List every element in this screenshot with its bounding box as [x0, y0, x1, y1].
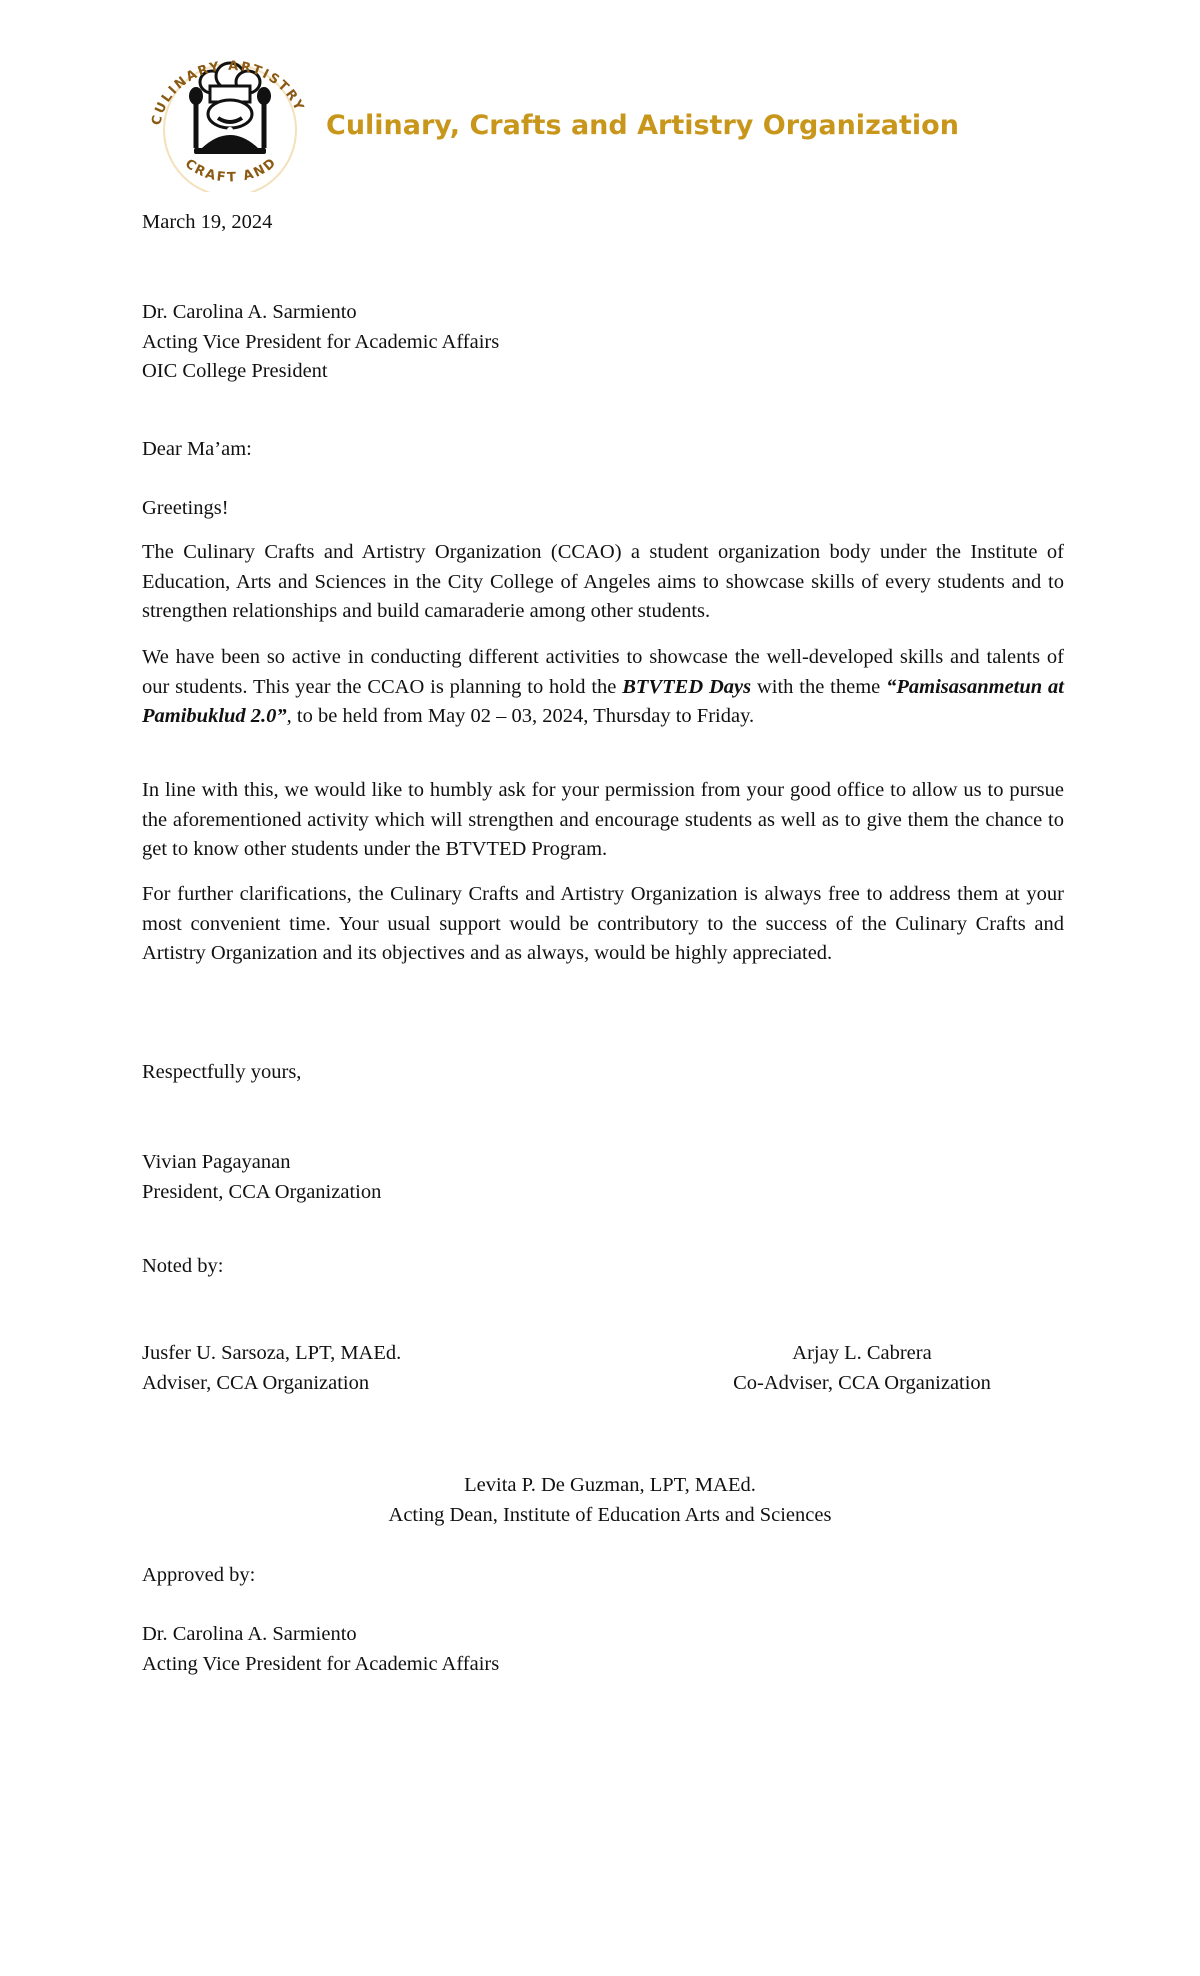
organization-name: Culinary, Crafts and Artistry Organization: [326, 110, 959, 141]
sender-title: President, CCA Organization: [142, 1180, 382, 1203]
dean-name: Levita P. De Guzman, LPT, MAEd.: [464, 1474, 756, 1496]
approver-block: [142, 1620, 499, 1679]
sender-name: Vivian Pagayanan: [142, 1151, 291, 1173]
logo-text-bottom: CRAFT AND: [181, 154, 281, 186]
recipient-block: [142, 298, 499, 387]
approved-by-label: Approved by:: [142, 1564, 256, 1586]
paragraph-2-text-c: , to be held from May 02 – 03, 2024, Thursday to Friday.: [286, 705, 755, 727]
event-theme: “Pamisasanmetun at Pamibuklud 2.0”: [142, 675, 1064, 727]
adviser-block: [142, 1339, 401, 1398]
salutation: Dear Ma’am:: [142, 438, 252, 460]
paragraph-2-text-a: We have been so active in conducting different activities to showcase the well-developed skills and talents of our students. This year the CCAO is planning to hold the: [142, 646, 1064, 698]
noted-by-label: Noted by:: [142, 1255, 224, 1277]
paragraph-2-text-b: with the theme: [751, 675, 887, 698]
approver-name: Dr. Carolina A. Sarmiento: [142, 1623, 357, 1645]
approver-title: Acting Vice President for Academic Affairs: [142, 1652, 500, 1675]
sender-block: [142, 1148, 381, 1207]
body-paragraph-2: [142, 643, 1064, 732]
dean-block: [300, 1471, 920, 1530]
greeting: Greetings!: [142, 497, 229, 519]
event-name: BTVTED Days: [622, 675, 752, 698]
dean-title: Acting Dean, Institute of Education Arts and Sciences: [388, 1503, 832, 1526]
logo-text-top: CULINARY ARTISTRY: [149, 58, 307, 127]
adviser-name: Jusfer U. Sarsoza, LPT, MAEd.: [142, 1342, 402, 1364]
closing: Respectfully yours,: [142, 1061, 302, 1083]
organization-logo: [130, 52, 330, 192]
body-paragraph-1: The Culinary Crafts and Artistry Organization (CCAO) a student organization body under the Institute of Education, Arts and Sciences in the City College of Angeles aims to showcase skills of every students and to strengthen relationships and build camaraderie among other students.: [142, 541, 1064, 622]
body-paragraph-4: For further clarifications, the Culinary Crafts and Artistry Organization is always free to address them at your most convenient time. Your usual support would be contributory to the success of the Culinary Crafts and Artistry Organization and its objectives and as always, would be highly appreciated.: [142, 883, 1064, 964]
recipient-title-2: OIC College President: [142, 360, 328, 382]
recipient-title: Acting Vice President for Academic Affairs: [142, 330, 500, 353]
letter-date: March 19, 2024: [142, 211, 273, 233]
svg-text:CRAFT AND: [182, 155, 280, 186]
co-adviser-name: Arjay L. Cabrera: [792, 1342, 932, 1364]
co-adviser-title: Co-Adviser, CCA Organization: [733, 1371, 991, 1394]
body-paragraph-3: In line with this, we would like to humbly ask for your permission from your good office to allow us to pursue the aforementioned activity which will strengthen and encourage students as well as to give them the chance to get to know other students under the BTVTED Program.: [142, 779, 1064, 860]
co-adviser-block: [712, 1339, 1012, 1398]
adviser-title: Adviser, CCA Organization: [142, 1371, 370, 1394]
recipient-name: Dr. Carolina A. Sarmiento: [142, 301, 357, 323]
